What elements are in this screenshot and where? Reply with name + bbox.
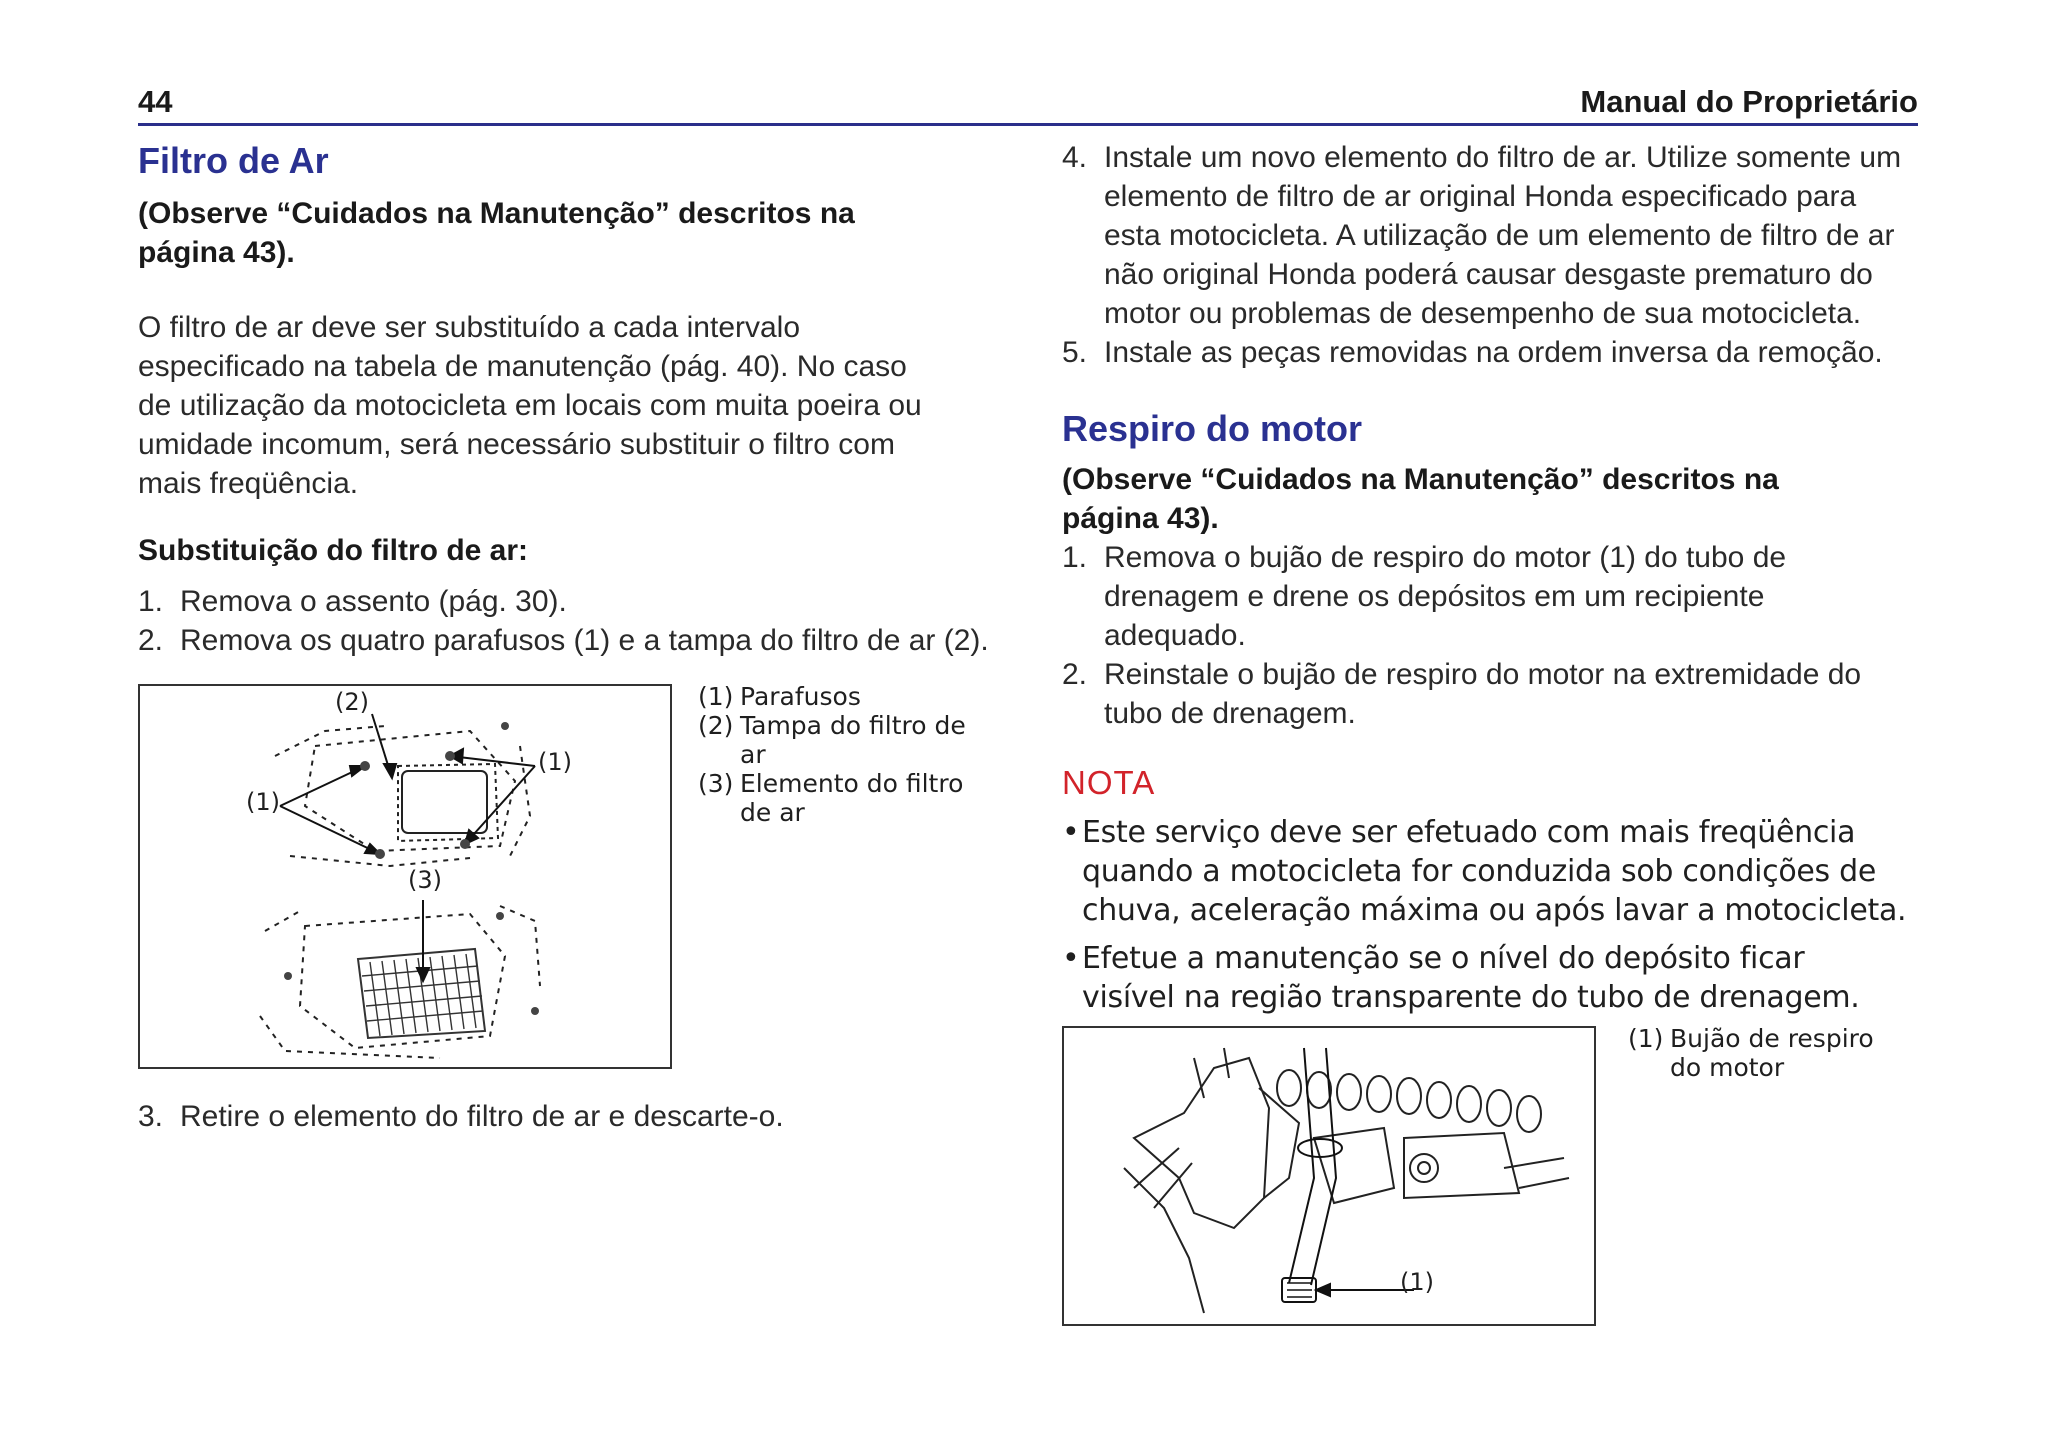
list-item: 4. Instale um novo elemento do filtro de ar. Utilize somente um elemento de filtro de ar original Honda especificado para esta motocicleta. A utilização de um elemento de filtro de ar não original Honda poderá causar desgaste prematuro do motor ou problemas de desempenho de sua motocicleta. (1062, 141, 1902, 330)
page-header (138, 80, 1918, 126)
list-item: 1. Remova o assento (pág. 30). (138, 585, 567, 618)
list-item: 1. Remova o bujão de respiro do motor (1) do tubo de drenagem e drene os depósitos em um recipiente adequado. (1062, 541, 1787, 652)
label-cover: (2) (335, 688, 369, 716)
section-title-engine-breather: Respiro do motor (1062, 408, 1363, 449)
label-screws-right: (1) (538, 748, 572, 776)
replacement-steps (138, 582, 1000, 660)
list-item: 2. Reinstale o bujão de respiro do motor na extremidade do tubo de drenagem. (1062, 658, 1862, 730)
observe-note: (Observe “Cuidados na Manutenção” descritos na página 43). (138, 197, 855, 269)
list-item: 3. Retire o elemento do filtro de ar e descarte-o. (138, 1100, 784, 1133)
breather-drawing (1064, 1028, 1594, 1324)
left-column (138, 138, 1000, 1136)
list-item: 2. Remova os quatro parafusos (1) e a tampa do filtro de ar (2). (138, 624, 989, 657)
nota-bullets (1062, 813, 1922, 1017)
legend-item: (2) Tampa do filtro de ar (698, 711, 966, 769)
replacement-subtitle: Substituição do filtro de ar: (138, 534, 529, 567)
list-item: 5. Instale as peças removidas na ordem inversa da remoção. (1062, 336, 1883, 369)
page-number: 44 (138, 84, 173, 119)
label-breather-plug: (1) (1400, 1268, 1434, 1296)
list-item: • Efetue a manutenção se o nível do depósito ficar visível na região transparente do tubo de drenagem. (1062, 941, 1860, 1015)
label-element: (3) (408, 866, 442, 894)
manual-title: Manual do Proprietário (1580, 84, 1918, 119)
remove-element-step (138, 1097, 1000, 1136)
nota-title: NOTA (1062, 764, 1156, 801)
air-filter-figure-area (138, 684, 1000, 1069)
breather-illustration (1062, 1026, 1596, 1326)
air-filter-illustration (138, 684, 672, 1069)
legend-item: (3) Elemento do filtro de ar (698, 769, 964, 827)
air-filter-drawing (140, 686, 670, 1067)
breather-legend (1628, 1024, 1928, 1082)
list-item: • Este serviço deve ser efetuado com mais freqüência quando a motocicleta for conduzida sob condições de chuva, aceleração máxima ou após lavar a motocicleta. (1062, 815, 1907, 928)
breather-steps (1062, 538, 1922, 733)
observe-note: (Observe “Cuidados na Manutenção” descritos na página 43). (1062, 463, 1779, 535)
right-column (1062, 138, 1922, 1326)
intro-paragraph: O filtro de ar deve ser substituído a cada intervalo especificado na tabela de manutenção (pág. 40). No caso de utilização da motocicleta em locais com muita poeira ou umidade incomum, será necessário substituir o filtro com mais freqüência. (138, 311, 922, 500)
breather-figure-area (1062, 1026, 1922, 1326)
air-filter-legend (698, 682, 998, 827)
legend-item: (1) Parafusos (698, 682, 861, 711)
legend-item: (1) Bujão de respiro do motor (1628, 1024, 1874, 1082)
section-title-air-filter: Filtro de Ar (138, 140, 329, 181)
filter-steps-continued (1062, 138, 1922, 372)
label-screws-left: (1) (246, 788, 280, 816)
